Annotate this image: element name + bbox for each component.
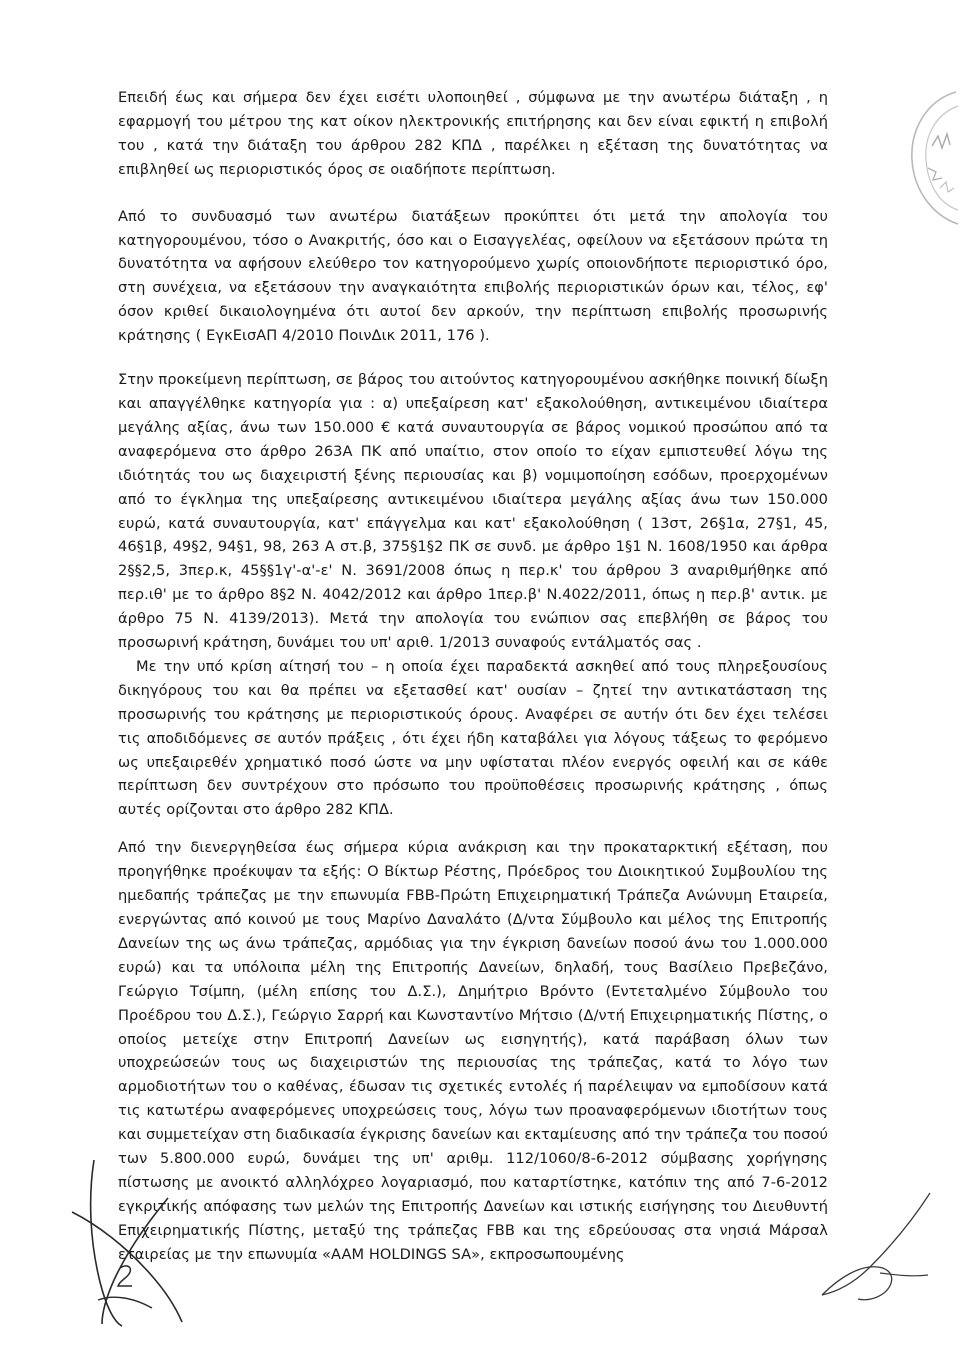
paragraph-3: Στην προκείμενη περίπτωση, σε βάρος του αιτούντος κατηγορουμένου ασκήθηκε ποινική δίωξη και απαγγέλθηκε κατηγορία για : α) υπεξαίρεση κατ' εξακολούθηση, αντικειμένου ιδιαίτερα μεγάλης αξίας, άνω των 150.000 € κατά συναυτουργία σε βάρος νομικού προσώπου από τα αναφερόμενα στο άρθρο 263Α ΠΚ από υπαίτιο, στον οποίο το είχαν εμπιστευθεί λόγω της ιδιότητάς του ως διαχειριστή ξένης περιουσίας και β) νομιμοποίηση εσόδων, προερχομένων από το έγκλημα της υπεξαίρεσης αντικειμένου ιδιαίτερα μεγάλης αξίας άνω των 150.000 ευρώ, κατά συναυτουργία, κατ' επάγγελμα και κατ' εξακολούθηση ( 13στ, 26§1α, 27§1, 45, 46§1β, 49§2, 94§1, 98, 263 Α στ.β, 375§1§2 ΠΚ σε συνδ. με άρθρο 1§1 Ν. 1608/1950 και άρθρα 2§§2,5, 3περ.κ, 45§§1γ'-α'-ε' Ν. 3691/2008 όπως η περ.κ' του άρθρου 3 αναριθμήθηκε από περ.ιθ' με το άρθρο 8§2 Ν. 4042/2012 και άρθρο 1περ.β' Ν.4022/2011, όπως η περ.β' αντικ. με άρθρο 75 Ν. 4139/2013). Μετά την απολογία του ενώπιον σας επεβλήθη σε βάρος του προσωρινή κράτηση, δυνάμει του υπ' αριθ. 1/2013 συναφούς εντάλματός σας . — [118, 371, 828, 652]
paragraph-4: Με την υπό κρίση αίτησή του – η οποία έχει παραδεκτά ασκηθεί από τους πληρεξουσίους δικηγόρους του και θα πρέπει να εξετασθεί κατ' ουσίαν – ζητεί την αντικατάσταση της προσωρινής του κράτησης με περιοριστικούς όρους. Αναφέρει σε αυτήν ότι δεν έχει τελέσει τις αποδιδόμενες σε αυτόν πράξεις , ότι έχει ήδη καταβάλει για λόγους τάξεως το φερόμενο ως υπεξαιρεθέν χρηματικό ποσό ώστε να μην υφίσταται πλέον ενεργός οφειλή και σε κάθε περίπτωση δεν συντρέχουν στο πρόσωπο του προϋποθέσεις προσωρινής κράτησης , όπως αυτές ορίζονται στο άρθρο 282 ΚΠΔ. — [118, 657, 828, 819]
paragraph-2: Από το συνδυασμό των ανωτέρω διατάξεων προκύπτει ότι μετά την απολογία του κατηγορουμένου, τόσο ο Ανακριτής, όσο και ο Εισαγγελέας, οφείλουν να εξετάσουν πρώτα τη δυνατότητα να αφήσουν ελεύθερο τον κατηγορούμενο χωρίς οποιονδήποτε περιοριστικό όρο, στη συνέχεια, να εξετάσουν την αναγκαιότητα επιβολής περιοριστικών όρων και, τέλος, εφ' όσον κριθεί δικαιολογημένα ότι αυτοί δεν αρκούν, την περίπτωση επιβολής προσωρινής κράτησης ( ΕγκΕισΑΠ 4/2010 ΠοινΔικ 2011, 176 ). — [118, 207, 828, 345]
document-body — [118, 86, 828, 1267]
paragraph-5: Από την διενεργηθείσα έως σήμερα κύρια ανάκριση και την προκαταρκτική εξέταση, που προηγήθηκε προέκυψαν τα εξής: Ο Βίκτωρ Ρέστης, Πρόεδρος του Διοικητικού Συμβουλίου της ημεδαπής τράπεζας με την επωνυμία FBB-Πρώτη Επιχειρηματική Τράπεζα Ανώνυμη Εταιρεία, ενεργώντας από κοινού με τους Μαρίνο Δαναλάτο (Δ/ντα Σύμβουλο και μέλος της Επιτροπής Δανείων της ως άνω τράπεζας, αρμόδιας για την έγκριση δανείων ποσού άνω του 1.000.000 ευρώ) και τα υπόλοιπα μέλη της Επιτροπής Δανείων, δηλαδή, τους Βασίλειο Πρεβεζάνο, Γεώργιο Τσίμπη, (μέλη επίσης του Δ.Σ.), Δημήτριο Βρόντο (Εντεταλμένο Σύμβουλο του Προέδρου του Δ.Σ.), Γεώργιο Σαρρή και Κωνσταντίνο Μήτσιο (Δ/ντή Επιχειρηματικής Πίστης, ο οποίος μετείχε στην Επιτροπή Δανείων ως εισηγητής), κατά παράβαση όλων των υποχρεώσεών τους ως διαχειριστών της περιουσίας της τράπεζας, κατά το λόγο των αρμοδιοτήτων του ο καθένας, έδωσαν τις σχετικές εντολές ή παρέλειψαν να εμποδίσουν κατά τις κατωτέρω αναφερόμενες υποχρεώσεις τους, λόγω των προαναφερόμενων ιδιοτήτων τους και συμμετείχαν στη διαδικασία έγκρισης δανείων και εκταμίευσης από την τράπεζα του ποσού των 5.800.000 ευρώ, δυνάμει της υπ' αριθμ. 112/1060/8-6-2012 σύμβασης χορήγησης πίστωσης με ανοικτό αλληλόχρεο λογαριασμό, που καταρτίστηκε, κατόπιν της από 7-6-2012 εγκριτικής απόφασης των μελών της Επιτροπής Δανείων και ιστικής εισήγησης του Διευθυντή Επιχειρηματικής Πίστης, μεταξύ της τράπεζας FBB και της εδρεύουσας στα νησιά Μάρσαλ εταιρείας με την επωνυμία «AAM HOLDINGS SA», εκπροσωπουμένης — [118, 839, 828, 1263]
paragraph-1: Επειδή έως και σήμερα δεν έχει εισέτι υλοποιηθεί , σύμφωνα με την ανωτέρω διάταξη , η εφαρμογή του μέτρου της κατ οίκον ηλεκτρονικής επιτήρησης και δεν είναι εφικτή η επιβολή του , κατά την διάταξη του άρθρου 282 ΚΠΔ , παρέλκει η εξέταση της δυνατότητας να επιβληθεί ως περιοριστικός όρος σε οιαδήποτε περίπτωση. — [118, 89, 828, 178]
handwritten-signature-left-icon — [56, 1150, 206, 1330]
handwritten-signature-right-icon — [800, 1185, 940, 1315]
stamp-seal-icon — [888, 88, 960, 228]
